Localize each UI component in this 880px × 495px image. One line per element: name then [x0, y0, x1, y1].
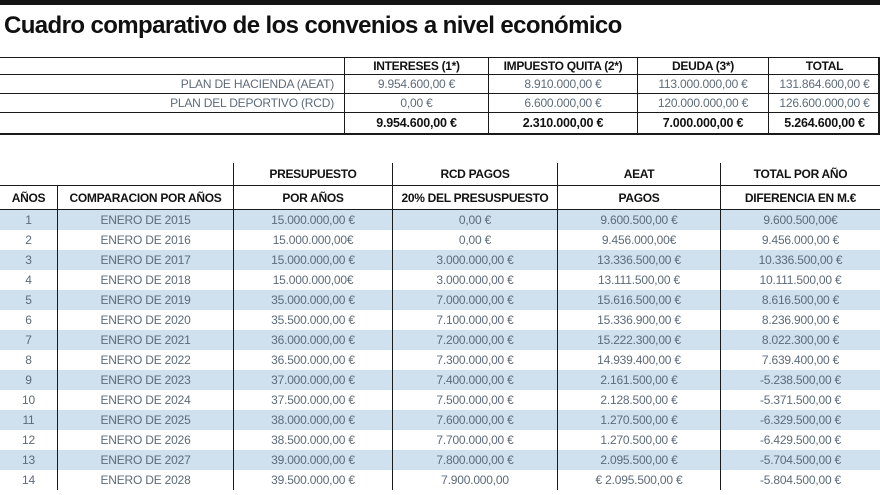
presupuesto-cell: 36.000.000,00 € — [233, 330, 392, 350]
year-cell: 13 — [22, 453, 35, 467]
summary-value-cell: 8.910.000,00 € — [488, 75, 637, 93]
presupuesto-cell: 39.000.000,00 € — [233, 450, 392, 470]
summary-value-cell: 0,00 € — [344, 94, 488, 112]
comparison-row — [0, 450, 880, 470]
comparison-row — [0, 350, 880, 370]
rcd-pagos-cell: 7.500.000,00 € — [392, 390, 557, 410]
diferencia-cell: -6.429.500,00 € — [720, 430, 880, 450]
month-cell: ENERO DE 2019 — [57, 290, 233, 310]
diferencia-cell: -6.329.500,00 € — [720, 410, 880, 430]
year-cell: 14 — [22, 473, 35, 487]
comparison-col-header-top-empty — [0, 163, 57, 185]
comparison-row — [0, 410, 880, 430]
comparison-col-header: 20% DEL PRESUSPUESTO — [392, 186, 557, 209]
month-cell: ENERO DE 2020 — [57, 310, 233, 330]
presupuesto-cell: 15.000.000,00 € — [233, 250, 392, 270]
top-black-bar — [0, 0, 880, 5]
presupuesto-cell: 35.500.000,00 € — [233, 310, 392, 330]
summary-value-cell: 7.000.000,00 € — [637, 113, 768, 133]
month-cell: ENERO DE 2023 — [57, 370, 233, 390]
aeat-pagos-cell: 14.939.400,00 € — [557, 350, 720, 370]
rcd-pagos-cell: 7.000.000,00 € — [392, 290, 557, 310]
presupuesto-cell: 38.500.000,00 € — [233, 430, 392, 450]
comparison-row — [0, 250, 880, 270]
month-cell: ENERO DE 2017 — [57, 250, 233, 270]
diferencia-cell: 8.236.900,00 € — [720, 310, 880, 330]
summary-value-cell: 131.864.600,00 € — [768, 75, 880, 93]
year-cell: 12 — [22, 433, 35, 447]
year-cell: 6 — [25, 313, 32, 327]
summary-col-header: TOTAL — [768, 58, 880, 74]
year-cell: 10 — [22, 393, 35, 407]
rcd-pagos-cell: 7.700.000,00 € — [392, 430, 557, 450]
comparison-col-header: AÑOS — [11, 190, 46, 205]
comparison-row — [0, 230, 880, 250]
summary-value-cell: 126.600.000,00 € — [768, 94, 880, 112]
diferencia-cell: 9.456.000,00 € — [720, 230, 880, 250]
summary-value-cell: 113.000.000,00 € — [637, 75, 768, 93]
rcd-pagos-cell: 7.100.000,00 € — [392, 310, 557, 330]
summary-value-cell: 2.310.000,00 € — [488, 113, 637, 133]
comparison-row — [0, 290, 880, 310]
year-cell: 9 — [25, 373, 32, 387]
diferencia-cell: 7.639.400,00 € — [720, 350, 880, 370]
rcd-pagos-cell: 0,00 € — [392, 230, 557, 250]
diferencia-cell: 9.600.500,00€ — [720, 210, 880, 230]
comparison-col-header-top: PRESUPUESTO — [233, 163, 392, 185]
comparison-col-header: PAGOS — [557, 186, 720, 209]
summary-value-cell: 9.954.600,00 € — [344, 113, 488, 133]
month-cell: ENERO DE 2021 — [57, 330, 233, 350]
summary-value-cell: 6.600.000,00 € — [488, 94, 637, 112]
summary-col-header: INTERESES (1*) — [344, 58, 488, 74]
aeat-pagos-cell: 1.270.500,00 € — [557, 410, 720, 430]
rcd-pagos-cell: 7.300.000,00 € — [392, 350, 557, 370]
year-cell: 5 — [25, 293, 32, 307]
summary-row — [0, 94, 878, 113]
year-cell: 3 — [25, 253, 32, 267]
rcd-pagos-cell: 3.000.000,00 € — [392, 250, 557, 270]
month-cell: ENERO DE 2018 — [57, 270, 233, 290]
presupuesto-cell: 15.000.000,00 € — [233, 210, 392, 230]
diferencia-cell: -5.371.500,00 € — [720, 390, 880, 410]
aeat-pagos-cell: 15.336.900,00 € — [557, 310, 720, 330]
summary-col-header-empty — [0, 58, 344, 74]
summary-total-row — [0, 113, 878, 135]
comparison-header-line1 — [0, 163, 880, 185]
aeat-pagos-cell: 2.128.500,00 € — [557, 390, 720, 410]
aeat-pagos-cell: 2.095.500,00 € — [557, 450, 720, 470]
presupuesto-cell: 36.500.000,00 € — [233, 350, 392, 370]
month-cell: ENERO DE 2015 — [57, 210, 233, 230]
diferencia-cell: 8.022.300,00 € — [720, 330, 880, 350]
summary-row — [0, 75, 878, 94]
year-cell: 1 — [25, 213, 32, 227]
summary-row-label: PLAN DE HACIENDA (AEAT) — [180, 77, 334, 91]
diferencia-cell: 10.336.500,00 € — [720, 250, 880, 270]
rcd-pagos-cell: 7.800.000,00 € — [392, 450, 557, 470]
year-cell: 2 — [25, 233, 32, 247]
aeat-pagos-cell: 13.336.500,00 € — [557, 250, 720, 270]
presupuesto-cell: 15.000.000,00€ — [233, 230, 392, 250]
summary-value-cell: 9.954.600,00 € — [344, 75, 488, 93]
aeat-pagos-cell: 2.161.500,00 € — [557, 370, 720, 390]
month-cell: ENERO DE 2027 — [57, 450, 233, 470]
rcd-pagos-cell: 0,00 € — [392, 210, 557, 230]
diferencia-cell: -5.804.500,00 € — [720, 470, 880, 490]
presupuesto-cell: 38.000.000,00 € — [233, 410, 392, 430]
aeat-pagos-cell: 9.600.500,00 € — [557, 210, 720, 230]
comparison-col-header: COMPARACION POR AÑOS — [57, 186, 233, 209]
comparison-col-header: DIFERENCIA EN M.€ — [720, 186, 880, 209]
summary-col-header: DEUDA (3*) — [637, 58, 768, 74]
year-cell: 7 — [25, 333, 32, 347]
comparison-row — [0, 310, 880, 330]
comparison-row — [0, 370, 880, 390]
aeat-pagos-cell: 15.222.300,00 € — [557, 330, 720, 350]
aeat-pagos-cell: 1.270.500,00 € — [557, 430, 720, 450]
comparison-col-header-top-empty — [57, 163, 233, 185]
comparison-col-header-top: AEAT — [557, 163, 720, 185]
summary-table — [0, 57, 880, 135]
comparison-header-line2 — [0, 185, 880, 210]
diferencia-cell: 10.111.500,00 € — [720, 270, 880, 290]
month-cell: ENERO DE 2025 — [57, 410, 233, 430]
diferencia-cell: 8.616.500,00 € — [720, 290, 880, 310]
summary-col-header: IMPUESTO QUITA (2*) — [488, 58, 637, 74]
year-cell: 8 — [25, 353, 32, 367]
comparison-row — [0, 430, 880, 450]
comparison-table-body — [0, 210, 880, 490]
month-cell: ENERO DE 2026 — [57, 430, 233, 450]
rcd-pagos-cell: 7.200.000,00 € — [392, 330, 557, 350]
comparison-col-header-top: TOTAL POR AÑO — [720, 163, 880, 185]
month-cell: ENERO DE 2024 — [57, 390, 233, 410]
month-cell: ENERO DE 2028 — [57, 470, 233, 490]
comparison-row — [0, 270, 880, 290]
rcd-pagos-cell: 7.600.000,00 € — [392, 410, 557, 430]
aeat-pagos-cell: 15.616.500,00 € — [557, 290, 720, 310]
comparison-row — [0, 330, 880, 350]
presupuesto-cell: 37.000.000,00 € — [233, 370, 392, 390]
aeat-pagos-cell: € 2.095.500,00 € — [557, 470, 720, 490]
month-cell: ENERO DE 2022 — [57, 350, 233, 370]
rcd-pagos-cell: 3.000.000,00 € — [392, 270, 557, 290]
year-cell: 4 — [25, 273, 32, 287]
year-cell: 11 — [22, 413, 35, 427]
presupuesto-cell: 15.000.000,00€ — [233, 270, 392, 290]
comparison-col-header: POR AÑOS — [233, 186, 392, 209]
presupuesto-cell: 39.500.000,00 € — [233, 470, 392, 490]
page-title: Cuadro comparativo de los convenios a nivel económico — [4, 12, 622, 39]
diferencia-cell: -5.238.500,00 € — [720, 370, 880, 390]
summary-value-cell: 120.000.000,00 € — [637, 94, 768, 112]
presupuesto-cell: 37.500.000,00 € — [233, 390, 392, 410]
presupuesto-cell: 35.000.000,00 € — [233, 290, 392, 310]
comparison-row — [0, 390, 880, 410]
aeat-pagos-cell: 9.456.000,00€ — [557, 230, 720, 250]
comparison-col-header-top: RCD PAGOS — [392, 163, 557, 185]
summary-row-label: PLAN DEL DEPORTIVO (RCD) — [170, 96, 334, 110]
diferencia-cell: -5.704.500,00 € — [720, 450, 880, 470]
summary-value-cell: 5.264.600,00 € — [768, 113, 880, 133]
summary-row-label — [0, 113, 344, 133]
summary-header-row — [0, 58, 878, 75]
rcd-pagos-cell: 7.400.000,00 € — [392, 370, 557, 390]
month-cell: ENERO DE 2016 — [57, 230, 233, 250]
comparison-row — [0, 210, 880, 230]
aeat-pagos-cell: 13.111.500,00 € — [557, 270, 720, 290]
rcd-pagos-cell: 7.900.000,00 — [392, 470, 557, 490]
comparison-row — [0, 470, 880, 490]
